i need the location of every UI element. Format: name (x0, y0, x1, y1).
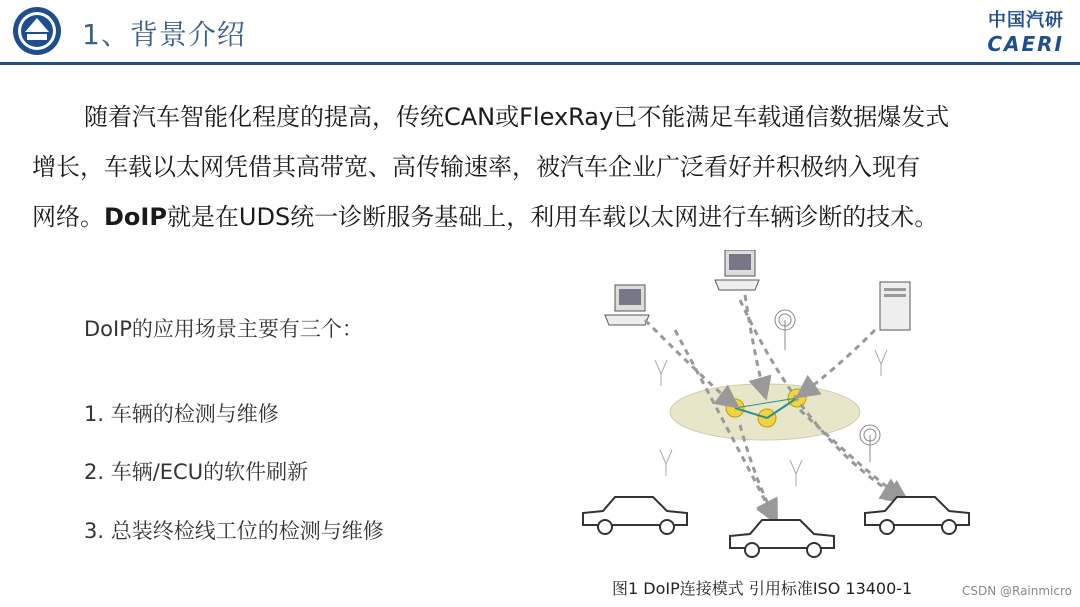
intro-line-1: 随着汽车智能化程度的提高，传统CAN或FlexRay已不能满足车载通信数据爆发式 (84, 103, 950, 131)
car-icon-left (583, 497, 687, 534)
scenario-item-1: 1. 车辆的检测与维修 (84, 402, 279, 426)
slide-header (0, 0, 1080, 62)
car-icon-right (865, 497, 969, 534)
computer-top-icon (715, 250, 759, 290)
watermark: CSDN @Rainmicro (961, 584, 1072, 598)
intro-line-3-post: 就是在UDS统一诊断服务基础上，利用车载以太网进行车辆诊断的技术。 (166, 203, 939, 231)
intro-paragraph (32, 92, 1062, 242)
scenarios-title: DoIP的应用场景主要有三个： (84, 317, 363, 341)
figure-caption: 图1 DoIP连接模式 引用标准ISO 13400-1 (612, 579, 913, 598)
doip-connection-diagram (575, 250, 975, 570)
car-icon-center (730, 520, 834, 557)
scenario-item-2: 2. 车辆/ECU的软件刷新 (84, 460, 309, 484)
caeri-emblem-icon (12, 6, 62, 56)
intro-line-2: 增长，车载以太网凭借其高带宽、高传输速率，被汽车企业广泛看好并积极纳入现有 (32, 153, 920, 181)
brand-name-en: CAERI (987, 32, 1064, 56)
scenario-item-3: 3. 总装终检线工位的检测与维修 (84, 519, 384, 543)
brand-name-cn: 中国汽研 (988, 10, 1064, 31)
intro-doip-bold: DoIP (104, 203, 167, 231)
computer-left-icon (605, 285, 649, 325)
server-icon (880, 282, 910, 330)
brand-logo (987, 6, 1064, 56)
intro-line-3-pre: 网络。 (32, 203, 104, 231)
slide-title: 1、背景介绍 (82, 18, 246, 51)
header-divider (0, 62, 1080, 65)
